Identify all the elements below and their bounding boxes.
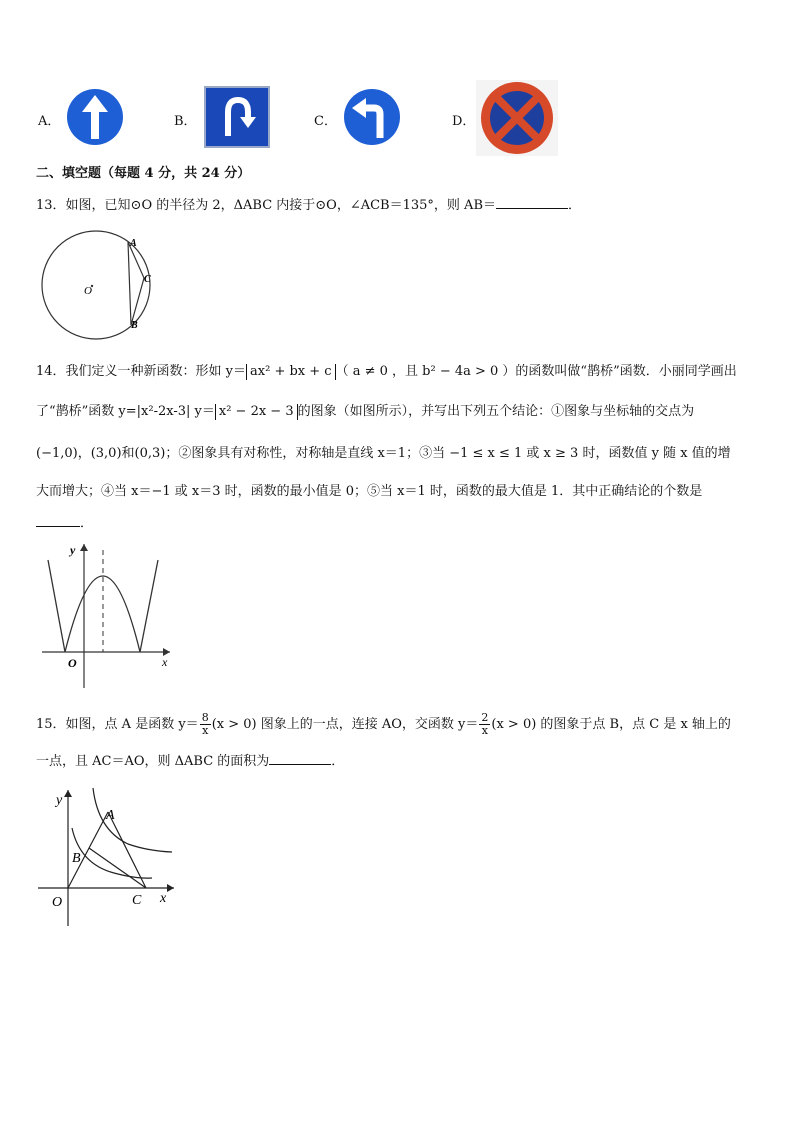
q14-line2-a: 了“鹊桥”函数 y=|x²-2x-3| y＝ xyxy=(36,404,215,419)
q15-label-o: O xyxy=(52,895,63,910)
q15-label-x: x xyxy=(160,891,167,906)
q13-label-c: C xyxy=(144,274,151,285)
q15-frac1-num: 8 xyxy=(201,711,209,724)
question-14-line-3: (−1,0)，(3,0)和(0,3)；②图象具有对称性，对称轴是直线 x＝1；③当 −1 ≤ x ≤ 1 或 x ≥ 3 时，函数值 y 随 x 值的增 xyxy=(36,446,731,461)
question-14-line-4: 大而增大；④当 x＝−1 或 x＝3 时，函数的最小值是 0；⑤当 x＝1 时，函数的最大值是 1．其中正确结论的个数是 xyxy=(36,484,703,499)
q15-label-c: C xyxy=(132,893,142,908)
q15-line2: 一点，且 AC＝AO，则 ΔABC 的面积为 xyxy=(36,754,270,769)
q15-fraction-2 xyxy=(479,712,490,737)
q14-label-x: x xyxy=(162,655,168,669)
q14-label-y: y xyxy=(70,543,76,557)
q14-line1-abs: ax² + bx + c xyxy=(246,364,336,380)
q14-answer-blank[interactable] xyxy=(36,514,80,527)
option-c-label: C． xyxy=(314,114,337,129)
q14-function-graph xyxy=(36,538,176,690)
straight-ahead-arrow-sign xyxy=(64,88,126,146)
q15-line1-b: (x > 0) 图象上的一点，连接 AO，交函数 y＝ xyxy=(211,717,479,732)
q14-line1-b: （ a ≠ 0 ，且 b² − 4a > 0 ）的函数叫做“鹊桥”函数．小丽同学画出 xyxy=(335,364,737,379)
q13-number: 13． xyxy=(36,198,66,213)
question-15-line-2 xyxy=(36,750,344,769)
q15-answer-blank[interactable] xyxy=(269,752,331,765)
q13-label-o: O xyxy=(84,285,92,297)
q13-label-a: A xyxy=(130,238,137,249)
q13-answer-blank[interactable] xyxy=(496,196,568,209)
q15-line1-a: 如图，点 A 是函数 y＝ xyxy=(65,717,199,732)
q15-frac2-num: 2 xyxy=(481,711,489,724)
q13-end: ． xyxy=(568,198,582,213)
q15-frac2-den: x xyxy=(481,724,488,737)
section-title: 二、填空题（每题 4 分，共 24 分） xyxy=(36,166,251,181)
q15-fraction-1 xyxy=(200,712,211,737)
question-14-line-2 xyxy=(36,400,694,420)
q14-number: 14． xyxy=(36,364,66,379)
q15-label-y: y xyxy=(56,793,63,808)
question-14-line-1 xyxy=(36,360,737,380)
q14-line1-a: 我们定义一种新函数：形如 y＝ xyxy=(65,364,247,379)
q15-label-b: B xyxy=(72,851,81,866)
q15-label-a: A xyxy=(106,808,115,823)
question-15-line-1 xyxy=(36,712,731,737)
q13-label-b: B xyxy=(131,320,138,331)
q13-text: 如图，已知⊙O 的半径为 2，ΔABC 内接于⊙O，∠ACB＝135°，则 AB＝ xyxy=(65,198,497,213)
u-turn-sign xyxy=(204,86,270,148)
q15-end: ． xyxy=(331,754,345,769)
option-d-label: D． xyxy=(452,114,476,129)
q14-end: ． xyxy=(80,516,94,531)
question-13 xyxy=(36,194,581,213)
q14-line2-b: 的图象（如图所示），并写出下列五个结论：①图象与坐标轴的交点为 xyxy=(297,404,695,419)
q15-hyperbola-figure xyxy=(36,784,182,930)
option-b-label: B． xyxy=(174,114,197,129)
turn-left-arrow-sign xyxy=(340,88,404,146)
option-a-label: A． xyxy=(38,114,61,129)
q13-circle-figure xyxy=(36,228,160,340)
q15-frac1-den: x xyxy=(202,724,209,737)
no-stopping-sign xyxy=(476,80,558,156)
question-14-line-5 xyxy=(36,512,93,531)
q15-line1-c: (x > 0) 的图象于点 B，点 C 是 x 轴上的 xyxy=(491,717,731,732)
q14-label-o: O xyxy=(68,656,77,670)
q15-number: 15． xyxy=(36,717,66,732)
q14-line2-abs: x² − 2x − 3 xyxy=(215,404,298,420)
